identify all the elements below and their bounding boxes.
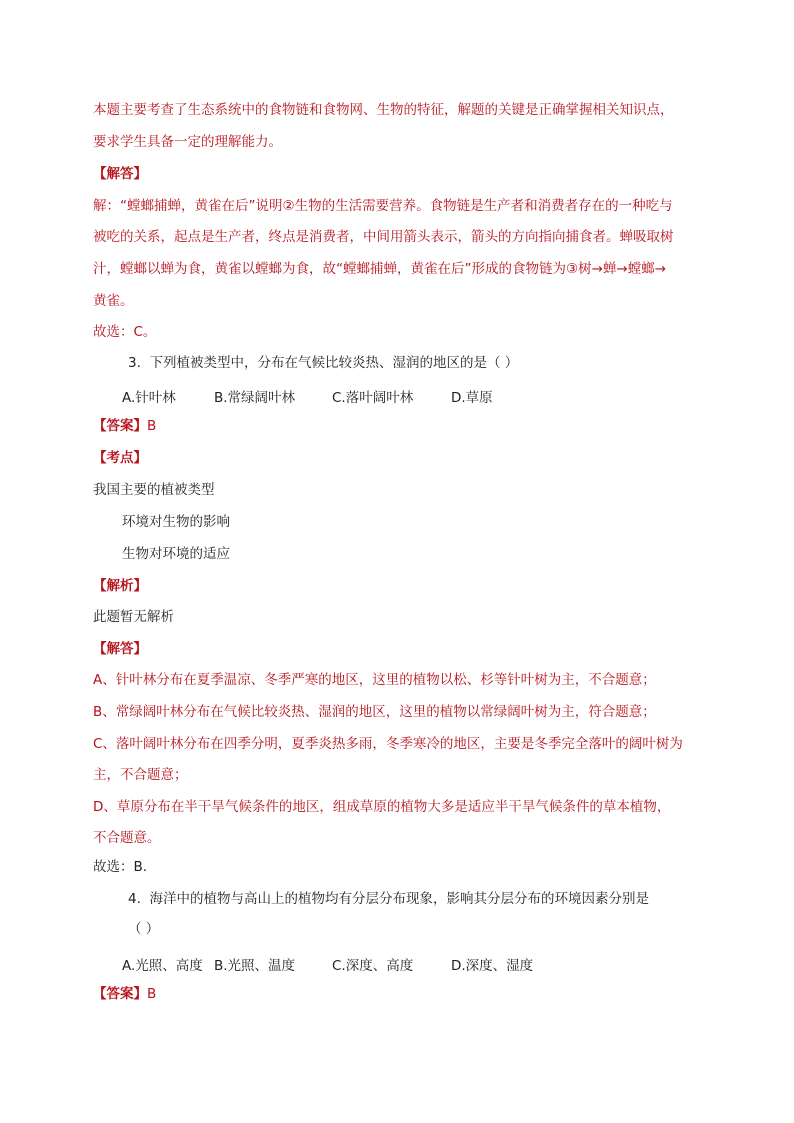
jieda-line: D、草原分布在半干旱气候条件的地区，组成草原的植物大多是适应半干旱气候条件的草本植物， bbox=[93, 799, 671, 815]
kaodian-item: 生物对环境的适应 bbox=[122, 546, 230, 562]
option-c: C.深度、高度 bbox=[332, 958, 414, 974]
section-heading-jieda: 【解答】 bbox=[93, 641, 147, 657]
answer-value: B bbox=[147, 986, 157, 1002]
solution-line-2: 被吃的关系，起点是生产者，终点是消费者，中间用箭头表示，箭头的方向指向捕食者。蝉吸取树 bbox=[93, 229, 674, 245]
option-a: A.光照、高度 bbox=[122, 958, 203, 974]
jiexi-text: 此题暂无解析 bbox=[93, 609, 174, 625]
option-a: A.针叶林 bbox=[122, 390, 176, 406]
option-d: D.深度、湿度 bbox=[451, 958, 534, 974]
answer-label: 【答案】 bbox=[93, 986, 147, 1002]
solution-line-3: 汁，螳螂以蝉为食，黄雀以螳螂为食，故“螳螂捕蝉，黄雀在后”形成的食物链为③树→蝉→螳螂→ bbox=[93, 261, 667, 277]
answer-label: 【答案】 bbox=[93, 418, 147, 434]
option-c: C.落叶阔叶林 bbox=[332, 390, 414, 406]
option-b: B.光照、温度 bbox=[214, 958, 296, 974]
jieda-line: C、落叶阔叶林分布在四季分明，夏季炎热多雨，冬季寒冷的地区，主要是冬季完全落叶的阔叶树为 bbox=[93, 736, 683, 752]
answer-line bbox=[93, 417, 156, 435]
question-4-stem bbox=[128, 890, 649, 908]
kaodian-item: 环境对生物的影响 bbox=[122, 514, 230, 530]
analysis-line-1: 本题主要考查了生态系统中的食物链和食物网、生物的特征，解题的关键是正确掌握相关知识点， bbox=[93, 102, 674, 118]
answer-line bbox=[93, 985, 156, 1003]
jieda-line: B、常绿阔叶林分布在气候比较炎热、湿润的地区，这里的植物以常绿阔叶树为主，符合题意； bbox=[93, 704, 656, 720]
section-heading-jiexi: 【解析】 bbox=[93, 578, 147, 594]
solution-line-1: 解：“螳螂捕蝉，黄雀在后”说明②生物的生活需要营养。食物链是生产者和消费者存在的一种吃与 bbox=[93, 198, 673, 214]
question-4-blank: （ ） bbox=[128, 921, 160, 937]
answer-value: B bbox=[147, 418, 157, 434]
section-heading-jieda: 【解答】 bbox=[93, 166, 147, 182]
option-d: D.草原 bbox=[451, 390, 493, 406]
kaodian-item: 我国主要的植被类型 bbox=[93, 482, 215, 498]
question-3-stem bbox=[128, 354, 518, 372]
choice-line: 故选：C。 bbox=[93, 324, 157, 340]
jieda-line: 不合题意。 bbox=[93, 830, 161, 846]
jieda-line: 主，不合题意； bbox=[93, 767, 188, 783]
jieda-line: A、针叶林分布在夏季温凉、冬季严寒的地区，这里的植物以松、杉等针叶树为主，不合题意； bbox=[93, 672, 656, 688]
section-heading-kaodian: 【考点】 bbox=[93, 450, 147, 466]
question-text: 海洋中的植物与高山上的植物均有分层分布现象，影响其分层分布的环境因素分别是 bbox=[149, 891, 649, 907]
option-b: B.常绿阔叶林 bbox=[214, 390, 296, 406]
choice-line: 故选：B. bbox=[93, 859, 148, 875]
question-number: 3. bbox=[128, 355, 141, 371]
question-number: 4. bbox=[128, 891, 141, 907]
analysis-line-2: 要求学生具备一定的理解能力。 bbox=[93, 134, 282, 150]
question-text: 下列植被类型中，分布在气候比较炎热、湿润的地区的是（ ） bbox=[149, 355, 519, 371]
solution-line-4: 黄雀。 bbox=[93, 293, 134, 309]
